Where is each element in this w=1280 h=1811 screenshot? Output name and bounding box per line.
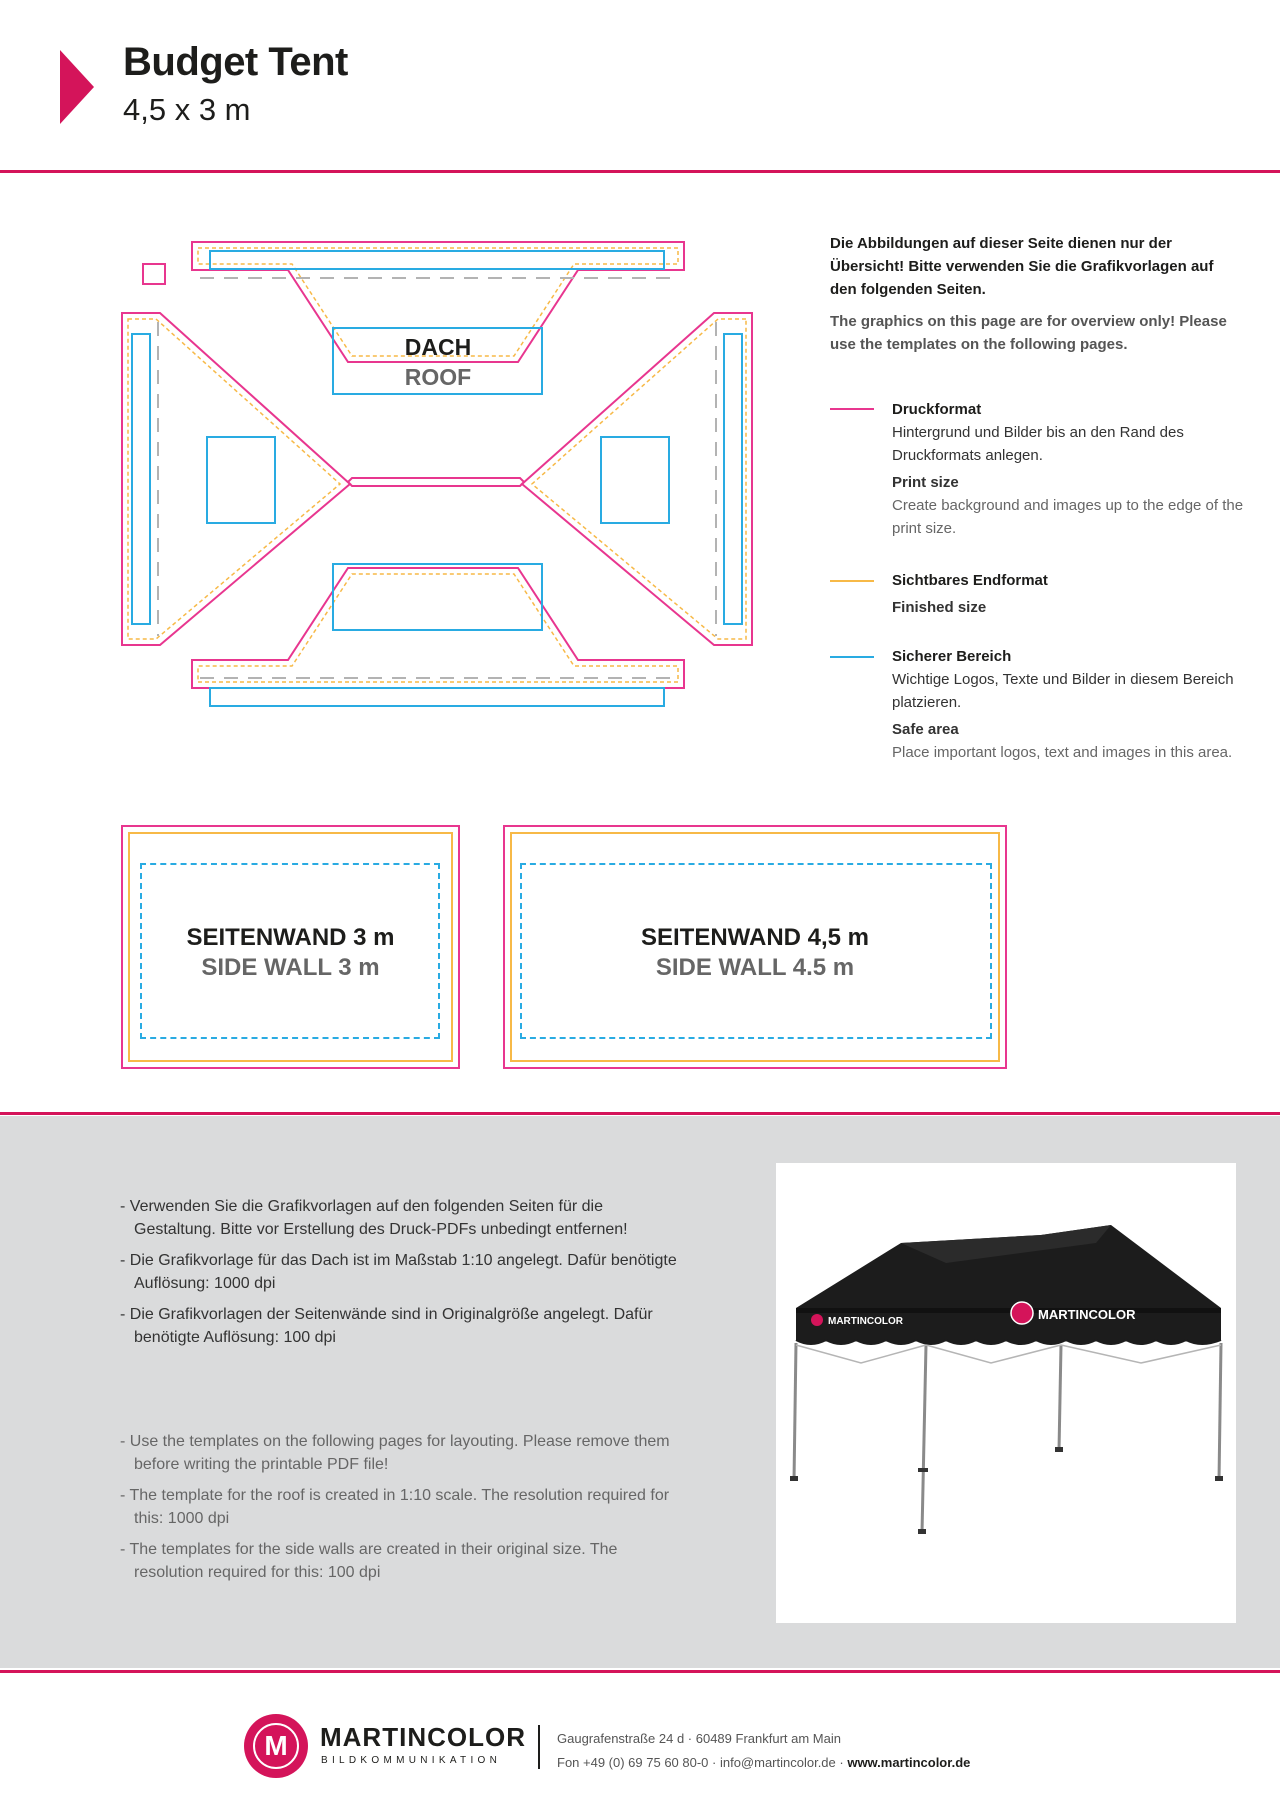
legend-print-size-desc-en: Create background and images up to the edge of the print size. [892, 497, 1244, 537]
header-triangle-icon [60, 50, 94, 124]
legend-safe-area-label-en: Safe area [892, 721, 959, 738]
roof-left-flap-finished [128, 319, 340, 639]
legend-safe-area-desc-de: Wichtige Logos, Texte und Bilder in diesem Bereich platzieren. [892, 671, 1234, 711]
note-de-3: - Die Grafikvorlagen der Seitenwände sind in Originalgröße angelegt. Dafür benötigte Auflösung: 100 dpi [120, 1306, 653, 1346]
safe-area-left-strip [132, 334, 150, 624]
side-wall-45m-label [505, 923, 1005, 983]
footer-top-rule [0, 1670, 1280, 1673]
side-wall-3m-label-de: SEITENWAND 3 m [186, 924, 395, 951]
note-de-2: - Die Grafikvorlage für das Dach ist im Maßstab 1:10 angelegt. Dafür benötigte Auflösung: 1000 dpi [120, 1252, 677, 1292]
tent-photo [776, 1163, 1236, 1623]
roof-label-en: ROOF [404, 364, 472, 390]
marker-square [143, 264, 165, 284]
safe-area-left-box [207, 437, 275, 523]
side-wall-3m-label [123, 923, 458, 983]
footer-contact: Fon +49 (0) 69 75 60 80-0 · info@martincolor.de · [557, 1755, 848, 1770]
legend-finished-size-label-de: Sichtbares Endformat [892, 572, 1048, 589]
legend-print-size-swatch [830, 408, 874, 410]
legend-print-size-label-en: Print size [892, 474, 959, 491]
footer-separator [538, 1725, 540, 1769]
tent-logo-left: MARTINCOLOR [828, 1316, 903, 1327]
notes-en [120, 1430, 680, 1592]
legend-safe-area [892, 645, 1252, 764]
legend-finished-size [892, 569, 1252, 619]
notes-de [120, 1195, 680, 1357]
legend-safe-area-desc-en: Place important logos, text and images in this area. [892, 744, 1233, 761]
legend-finished-size-swatch [830, 580, 874, 582]
roof-left-flap-print [122, 313, 350, 645]
side-wall-3m-label-en: SIDE WALL 3 m [201, 954, 380, 981]
roof-bottom-flap-print [192, 568, 684, 688]
tent-illustration [776, 1163, 1236, 1623]
legend-print-size [892, 398, 1252, 540]
grey-band-top-rule [0, 1112, 1280, 1115]
legend-safe-area-swatch [830, 656, 874, 658]
safe-area-right-box [601, 437, 669, 523]
tent-template-overview [115, 235, 765, 725]
legend-print-size-desc-de: Hintergrund und Bilder bis an den Rand des Druckformats anlegen. [892, 424, 1184, 464]
safe-area-top-strip [210, 251, 664, 269]
note-en-3: - The templates for the side walls are created in their original size. The resolution required for this: 100 dpi [120, 1541, 618, 1581]
footer-brand-sub: BILDKOMMUNIKATION [321, 1755, 502, 1766]
roof-bottom-flap-finished [198, 574, 678, 682]
side-wall-45m-label-de: SEITENWAND 4,5 m [640, 924, 870, 951]
page-title: Budget Tent [123, 40, 348, 84]
legend-finished-size-label-en: Finished size [892, 599, 987, 616]
safe-area-bottom-strip [210, 688, 664, 706]
roof-right-flap-print [522, 313, 752, 645]
legend-print-size-label-de: Druckformat [892, 401, 982, 418]
note-en-1: - Use the templates on the following pages for layouting. Please remove them before writing the printable PDF file! [120, 1433, 670, 1473]
tent-logo-front: MARTINCOLOR [1038, 1307, 1136, 1322]
martincolor-logo-icon [244, 1714, 308, 1778]
footer-address-block [557, 1727, 970, 1775]
header-rule [0, 170, 1280, 173]
note-en-2: - The template for the roof is created in 1:10 scale. The resolution required for this: 1000 dpi [120, 1487, 670, 1527]
side-wall-45m-template [503, 825, 1007, 1069]
note-de-1: - Verwenden Sie die Grafikvorlagen auf den folgenden Seiten für die Gestaltung. Bitte vor Erstellung des Druck-PDFs unbedingt entfernen! [120, 1198, 628, 1238]
page-subtitle: 4,5 x 3 m [123, 92, 251, 127]
roof-right-flap-finished [532, 319, 746, 639]
side-wall-45m-label-en: SIDE WALL 4.5 m [655, 954, 855, 981]
side-wall-3m-template [121, 825, 460, 1069]
safe-area-right-strip [724, 334, 742, 624]
logo-letter: M [253, 1723, 299, 1769]
intro-text-en: The graphics on this page are for overview only! Please use the templates on the following pages. [830, 313, 1227, 353]
footer-brand: MARTINCOLOR [320, 1722, 526, 1752]
intro-text-de: Die Abbildungen auf dieser Seite dienen nur der Übersicht! Bitte verwenden Sie die Grafikvorlagen auf den folgenden Seiten. [830, 235, 1214, 298]
footer-address: Gaugrafenstraße 24 d · 60489 Frankfurt am Main [557, 1731, 841, 1746]
legend-safe-area-label-de: Sicherer Bereich [892, 648, 1012, 665]
roof-label-de: DACH [404, 334, 472, 360]
roof-center-print [348, 478, 524, 486]
footer-website-link[interactable]: www.martincolor.de [847, 1755, 971, 1770]
